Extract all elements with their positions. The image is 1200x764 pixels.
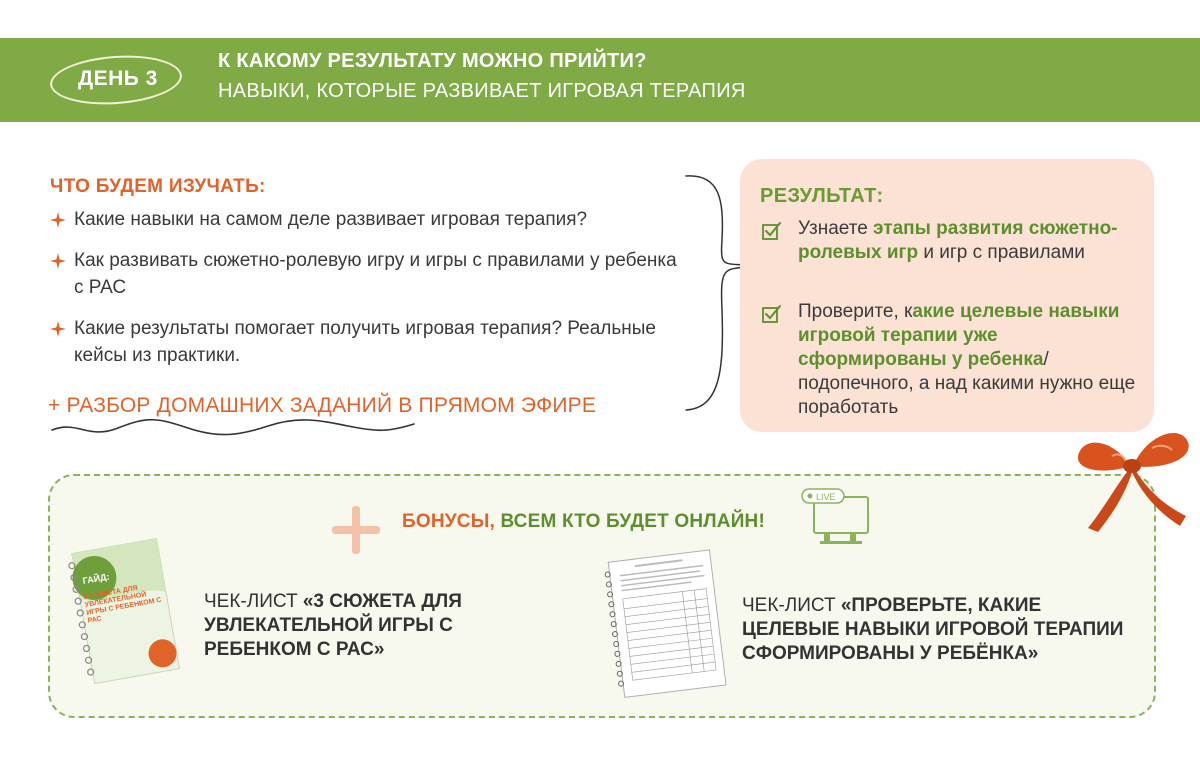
live-monitor-icon — [800, 487, 872, 549]
list-item-text: Какие навыки на самом деле развивает игровая терапия? — [74, 209, 588, 230]
list-item-text: Какие результаты помогает получить игровая терапия? Реальные кейсы из практики. — [74, 318, 656, 366]
checklist-title: «3 СЮЖЕТА ДЛЯ УВЛЕКАТЕЛЬНОЙ ИГРЫ С РЕБЕНКОМ С РАС» — [204, 591, 462, 660]
text-part: / подопечного, а над какими нужно еще поработать — [798, 349, 1136, 418]
checklist-prefix: ЧЕК-ЛИСТ — [742, 595, 841, 616]
plus-icon — [328, 502, 384, 558]
result-box — [740, 159, 1154, 432]
list-item — [50, 315, 690, 369]
checklist-prefix: ЧЕК-ЛИСТ — [204, 591, 303, 612]
bonus-title-green: ВСЕМ КТО БУДЕТ ОНЛАЙН! — [494, 511, 766, 532]
result-item — [762, 217, 1142, 265]
header-band — [0, 38, 1200, 122]
text-part: и игр с правилами — [918, 242, 1085, 263]
checkbox-check-icon — [762, 221, 782, 241]
squiggle-underline — [48, 414, 418, 440]
checklist-1-caption — [204, 590, 534, 662]
result-item-text — [798, 300, 1142, 420]
gift-bow-icon — [1068, 416, 1198, 536]
day-label: ДЕНЬ 3 — [78, 67, 158, 90]
live-label: LIVE — [816, 492, 836, 502]
checklist-2-caption — [742, 594, 1142, 666]
page-title: К КАКОМУ РЕЗУЛЬТАТУ МОЖНО ПРИЙТИ? — [218, 50, 647, 72]
checklist-title: «ПРОВЕРЬТЕ, КАКИЕ ЦЕЛЕВЫЕ НАВЫКИ ИГРОВОЙ ТЕРАПИИ СФОРМИРОВАНЫ У РЕБЁНКА» — [742, 595, 1124, 664]
checkbox-check-icon — [762, 304, 782, 324]
guide-title: 3 СЮЖЕТА ДЛЯ УВЛЕКАТЕЛЬНОЙ ИГРЫ С РЕБЕНКОМ С РАС — [83, 584, 162, 625]
text-part: Проверите, к — [798, 301, 913, 322]
bonus-title-orange: БОНУСЫ, — [402, 511, 495, 532]
sparkle-icon — [50, 321, 66, 337]
learn-heading: ЧТО БУДЕМ ИЗУЧАТЬ: — [50, 176, 266, 197]
result-item — [762, 300, 1142, 420]
list-item-text: Как развивать сюжетно-ролевую игру и игры с правилами у ребенка с РАС — [74, 250, 677, 298]
day-badge — [50, 50, 186, 108]
page-subtitle: НАВЫКИ, КОТОРЫЕ РАЗВИВАЕТ ИГРОВАЯ ТЕРАПИЯ — [218, 80, 746, 102]
sparkle-icon — [50, 253, 66, 269]
checklist-document-image — [600, 548, 728, 698]
learn-list — [50, 206, 690, 383]
highlight-text: этапы развития сюжетно-ролевых игр — [798, 218, 1118, 263]
result-item-text — [798, 217, 1142, 265]
bonus-title — [402, 511, 765, 533]
list-item — [50, 247, 690, 301]
homework-review-line: + РАЗБОР ДОМАШНИХ ЗАДАНИЙ В ПРЯМОМ ЭФИРЕ — [48, 394, 597, 417]
sparkle-icon — [50, 212, 66, 228]
text-part: Узнаете — [798, 218, 874, 239]
list-item — [50, 206, 690, 233]
result-heading: РЕЗУЛЬТАТ: — [760, 185, 884, 207]
highlight-text: акие целевые навыки игровой терапии уже сформированы у ребенка — [798, 301, 1120, 370]
guide-label: ГАЙД: — [81, 571, 111, 586]
guide-booklet-image — [60, 528, 180, 688]
